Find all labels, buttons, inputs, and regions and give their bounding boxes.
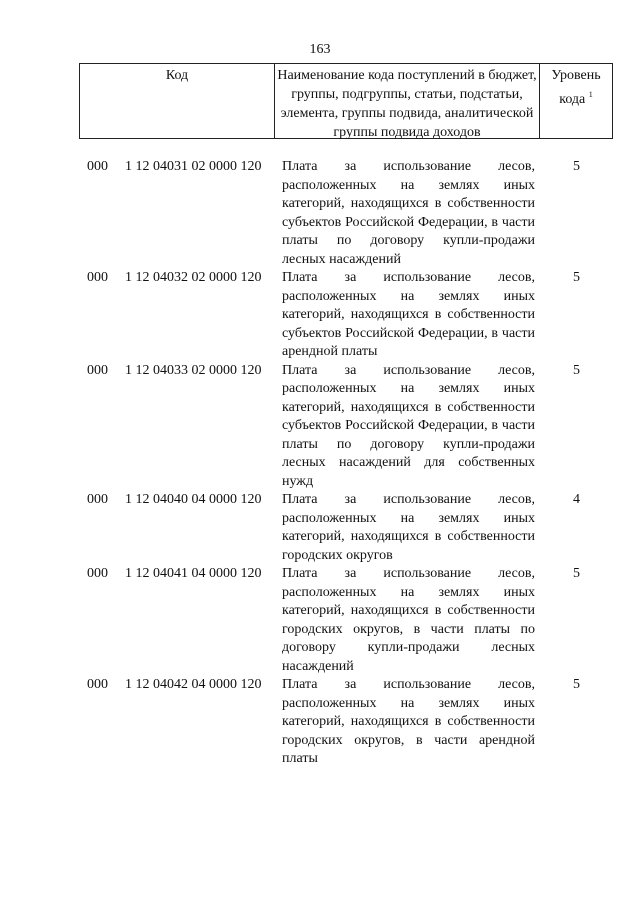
header-level bbox=[540, 64, 613, 138]
header-level-footnote: 1 bbox=[588, 90, 593, 99]
table-row bbox=[79, 676, 613, 769]
row-name: Плата за использование лесов, расположенных на землях иных категорий, находящихся в собственности субъектов Российской Федерации, в части платы по договору купли-продажи лесных насаждений для собственных нужд bbox=[282, 362, 535, 489]
row-prefix: 000 bbox=[87, 492, 108, 507]
row-code: 1 12 04040 04 0000 120 bbox=[125, 492, 262, 507]
row-prefix: 000 bbox=[87, 270, 108, 285]
row-name: Плата за использование лесов, расположенных на землях иных категорий, находящихся в собственности городских округов, в части платы по договору купли-продажи лесных насаждений bbox=[282, 566, 535, 674]
row-level: 4 bbox=[573, 492, 580, 507]
header-level-label: Уровень кода bbox=[551, 68, 601, 107]
row-code: 1 12 04033 02 0000 120 bbox=[125, 362, 262, 378]
row-prefix: 000 bbox=[87, 677, 108, 692]
row-code: 1 12 04042 04 0000 120 bbox=[125, 677, 262, 692]
row-code: 1 12 04031 02 0000 120 bbox=[125, 159, 262, 174]
row-code: 1 12 04041 04 0000 120 bbox=[125, 566, 262, 581]
table-row bbox=[79, 158, 613, 269]
page-number: 163 bbox=[309, 42, 331, 57]
row-level: 5 bbox=[573, 677, 580, 692]
header-name: Наименование кода поступлений в бюджет, группы, подгруппы, статьи, подстатьи, элемента, группы подвида, аналитической группы подвида доходов bbox=[275, 64, 540, 138]
row-name: Плата за использование лесов, расположенных на землях иных категорий, находящихся в собственности субъектов Российской Федерации, в части платы по договору купли-продажи лесных насаждений bbox=[282, 159, 535, 267]
row-level: 5 bbox=[573, 362, 580, 378]
table-row bbox=[79, 362, 613, 492]
row-level: 5 bbox=[573, 566, 580, 581]
row-prefix: 000 bbox=[87, 566, 108, 581]
row-prefix: 000 bbox=[87, 159, 108, 174]
row-name: Плата за использование лесов, расположенных на землях иных категорий, находящихся в собственности городских округов, в части арендной платы bbox=[282, 677, 535, 766]
row-code: 1 12 04032 02 0000 120 bbox=[125, 270, 262, 285]
row-prefix: 000 bbox=[87, 362, 108, 378]
table-row bbox=[79, 491, 613, 565]
row-level: 5 bbox=[573, 270, 580, 285]
table-body bbox=[79, 158, 613, 769]
row-level: 5 bbox=[573, 159, 580, 174]
table-header bbox=[79, 63, 613, 139]
table-row bbox=[79, 269, 613, 362]
table-row bbox=[79, 565, 613, 676]
row-name: Плата за использование лесов, расположенных на землях иных категорий, находящихся в собственности городских округов bbox=[282, 492, 535, 563]
header-code: Код bbox=[79, 64, 275, 138]
row-name: Плата за использование лесов, расположенных на землях иных категорий, находящихся в собственности субъектов Российской Федерации, в части арендной платы bbox=[282, 270, 535, 359]
